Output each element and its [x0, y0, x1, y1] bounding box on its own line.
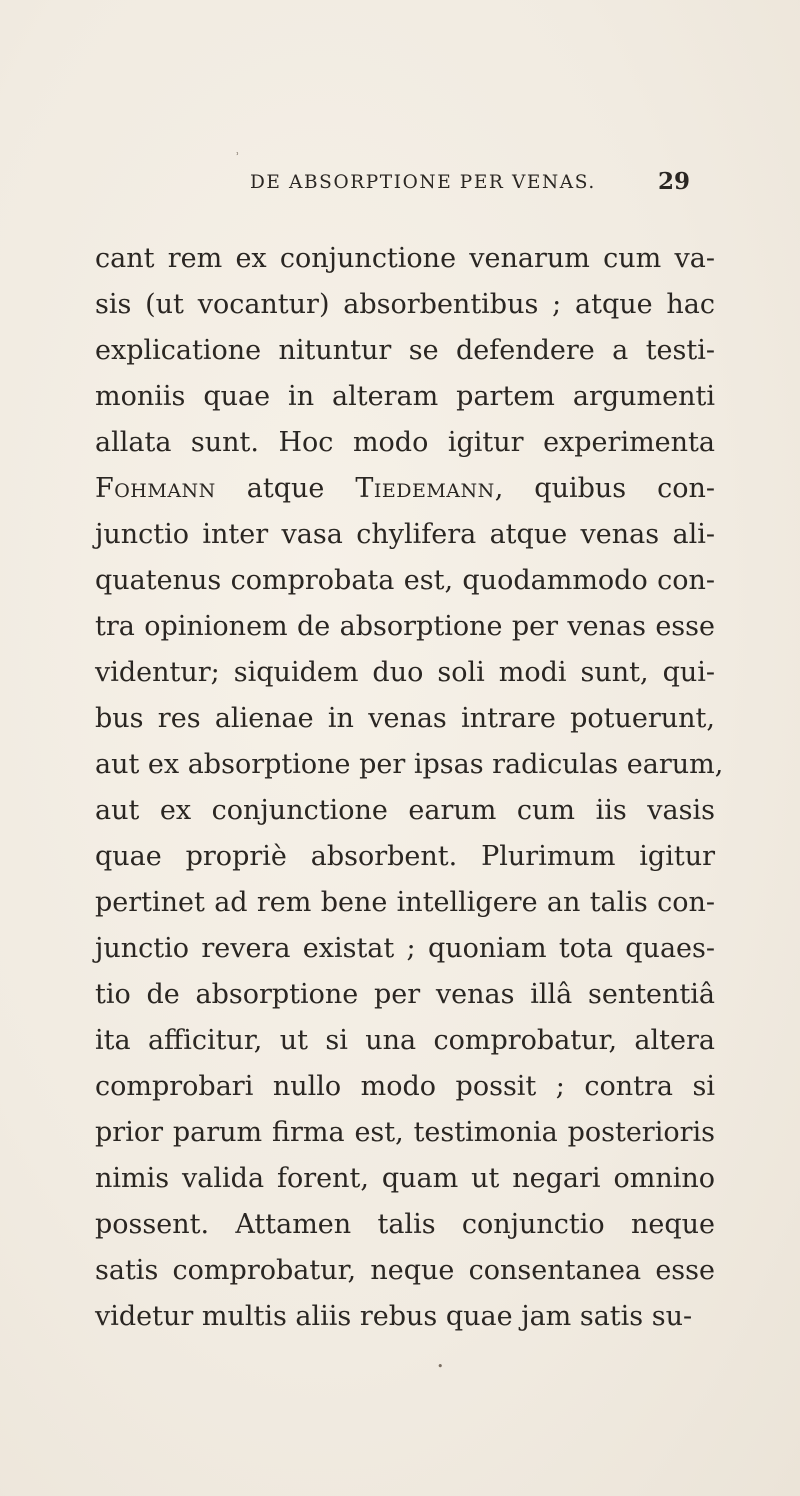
text-fragment: atque — [215, 473, 356, 504]
ink-speck: • — [437, 1360, 444, 1373]
text-line: bus res alienae in venas intrare potuerunt, — [95, 703, 715, 734]
text-line — [95, 466, 715, 512]
text-line: possent. Attamen talis conjunctio neque — [95, 1209, 715, 1240]
body-text — [95, 236, 724, 1340]
ink-speck: ˒ — [236, 148, 240, 161]
text-line: videntur; siquidem duo soli modi sunt, qui- — [95, 657, 715, 688]
text-line: videtur multis aliis rebus quae jam satis su- — [95, 1301, 693, 1332]
text-line: cant rem ex conjunctione venarum cum va- — [95, 243, 715, 274]
text-fragment: , quibus con- — [494, 473, 715, 504]
text-line: moniis quae in alteram partem argumenti — [95, 381, 715, 412]
text-line: junctio inter vasa chylifera atque venas ali- — [95, 519, 715, 550]
text-line: aut ex absorptione per ipsas radiculas earum, — [95, 749, 724, 780]
text-line: prior parum firma est, testimonia posterioris — [95, 1117, 715, 1148]
text-line: nimis valida forent, quam ut negari omnino — [95, 1163, 715, 1194]
text-line: sis (ut vocantur) absorbentibus ; atque hac — [95, 289, 715, 320]
author-name-tiedemann: Tiedemann — [355, 473, 495, 504]
text-line: ita afficitur, ut si una comprobatur, altera — [95, 1025, 715, 1056]
text-line: aut ex conjunctione earum cum iis vasis — [95, 795, 715, 826]
text-line: explicatione nituntur se defendere a testi- — [95, 335, 715, 366]
text-line: tio de absorptione per venas illâ sententiâ — [95, 979, 715, 1010]
text-line: junctio revera existat ; quoniam tota quaes- — [95, 933, 715, 964]
page-number: 29 — [658, 168, 691, 195]
author-name-fohmann: Fohmann — [95, 473, 216, 504]
text-line: tra opinionem de absorptione per venas esse — [95, 611, 715, 642]
text-line: quae propriè absorbent. Plurimum igitur — [95, 841, 715, 872]
text-line: allata sunt. Hoc modo igitur experimenta — [95, 427, 715, 458]
text-line: satis comprobatur, neque consentanea esse — [95, 1255, 715, 1286]
running-head: DE ABSORPTIONE PER VENAS. — [250, 172, 596, 193]
text-line: comprobari nullo modo possit ; contra si — [95, 1071, 715, 1102]
text-line: quatenus comprobata est, quodammodo con- — [95, 565, 715, 596]
text-line: pertinet ad rem bene intelligere an talis con- — [95, 887, 715, 918]
